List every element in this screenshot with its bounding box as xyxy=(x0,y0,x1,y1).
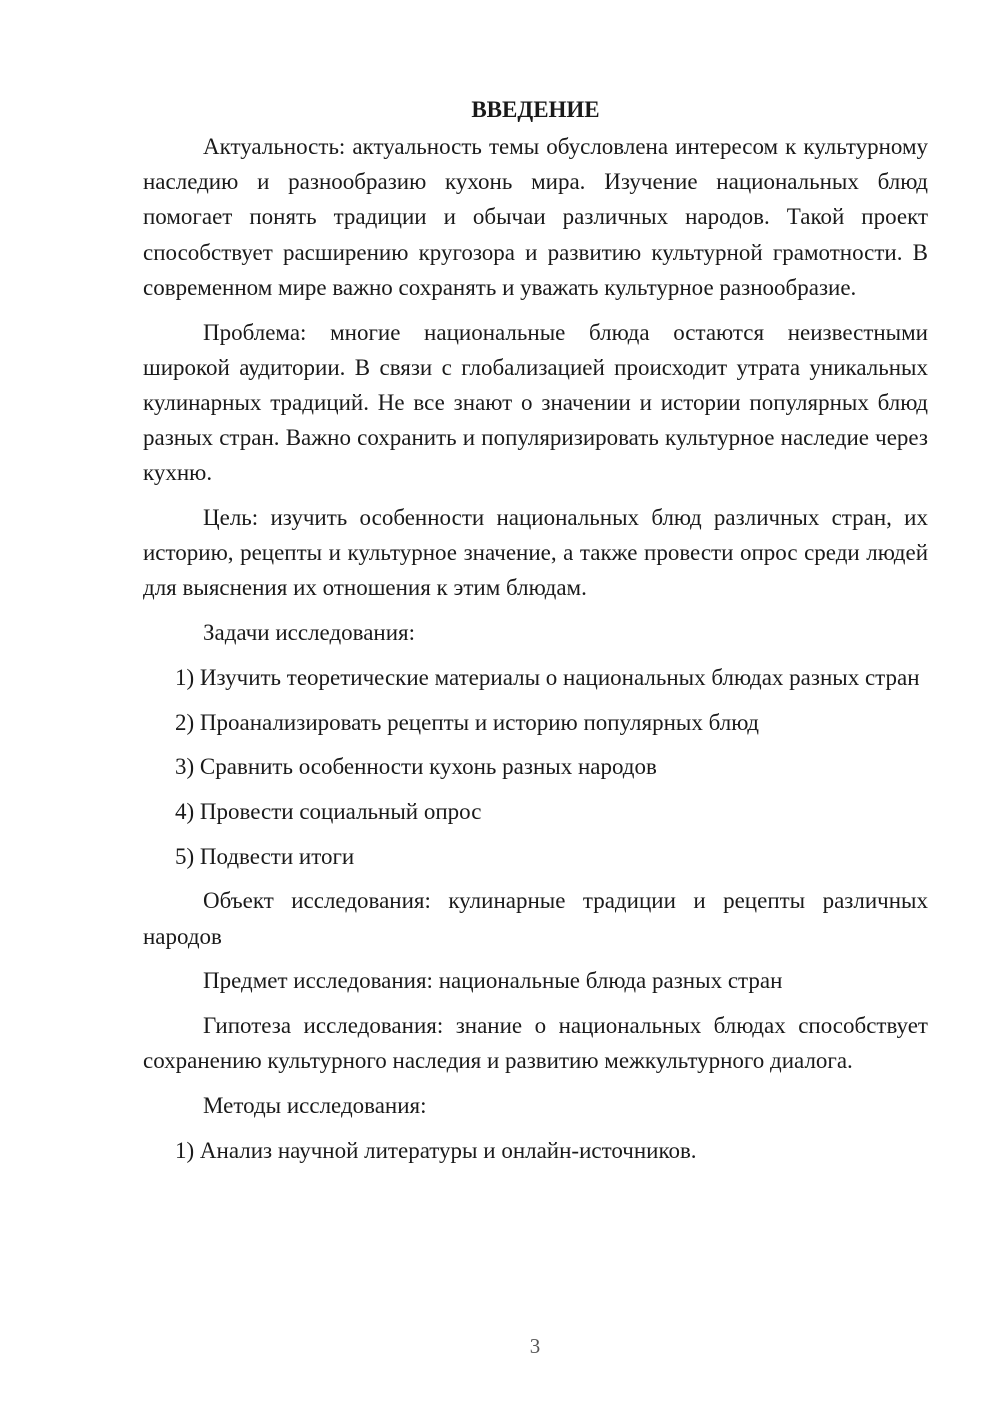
hypothesis-paragraph: Гипотеза исследования: знание о национальных блюдах способствует сохранению культурного наследия и развитию межкультурного диалога. xyxy=(143,1012,928,1074)
research-subject-paragraph: Предмет исследования: национальные блюда разных стран xyxy=(203,968,783,994)
goal-paragraph: Цель: изучить особенности национальных блюд различных стран, их историю, рецепты и культурное значение, а также провести опрос среди людей для выяснения их отношения к этим блюдам. xyxy=(143,505,928,601)
relevance-paragraph: Актуальность: актуальность темы обусловлена интересом к культурному наследию и разнообразию кухонь мира. Изучение национальных блюд помогает понять традиции и обычаи различных народов. Такой проект способствует расширению кругозора и развитию культурной грамотности. В современном мире важно сохранять и уважать культурное разнообразие. xyxy=(143,134,928,300)
page-title: ВВЕДЕНИЕ xyxy=(471,97,600,122)
method-item-1: 1) Анализ научной литературы и онлайн-источников. xyxy=(175,1137,697,1163)
methods-heading: Методы исследования: xyxy=(203,1092,427,1118)
document-page xyxy=(143,92,928,1168)
task-item-2: 2) Проанализировать рецепты и историю популярных блюд xyxy=(175,709,759,735)
research-object-paragraph: Объект исследования: кулинарные традиции и рецепты различных народов xyxy=(143,888,928,949)
problem-paragraph: Проблема: многие национальные блюда остаются неизвестными широкой аудитории. В связи с глобализацией происходит утрата уникальных кулинарных традиций. Не все знают о значении и истории популярных блюд разных стран. Важно сохранить и популяризировать культурное наследие через кухню. xyxy=(143,319,928,486)
task-item-5: 5) Подвести итоги xyxy=(175,843,355,869)
task-item-4: 4) Провести социальный опрос xyxy=(175,798,482,824)
task-item-3: 3) Сравнить особенности кухонь разных народов xyxy=(175,754,657,780)
task-item-1: 1) Изучить теоретические материалы о национальных блюдах разных стран xyxy=(175,664,920,690)
tasks-heading: Задачи исследования: xyxy=(203,620,416,646)
page-number: 3 xyxy=(529,1334,541,1358)
